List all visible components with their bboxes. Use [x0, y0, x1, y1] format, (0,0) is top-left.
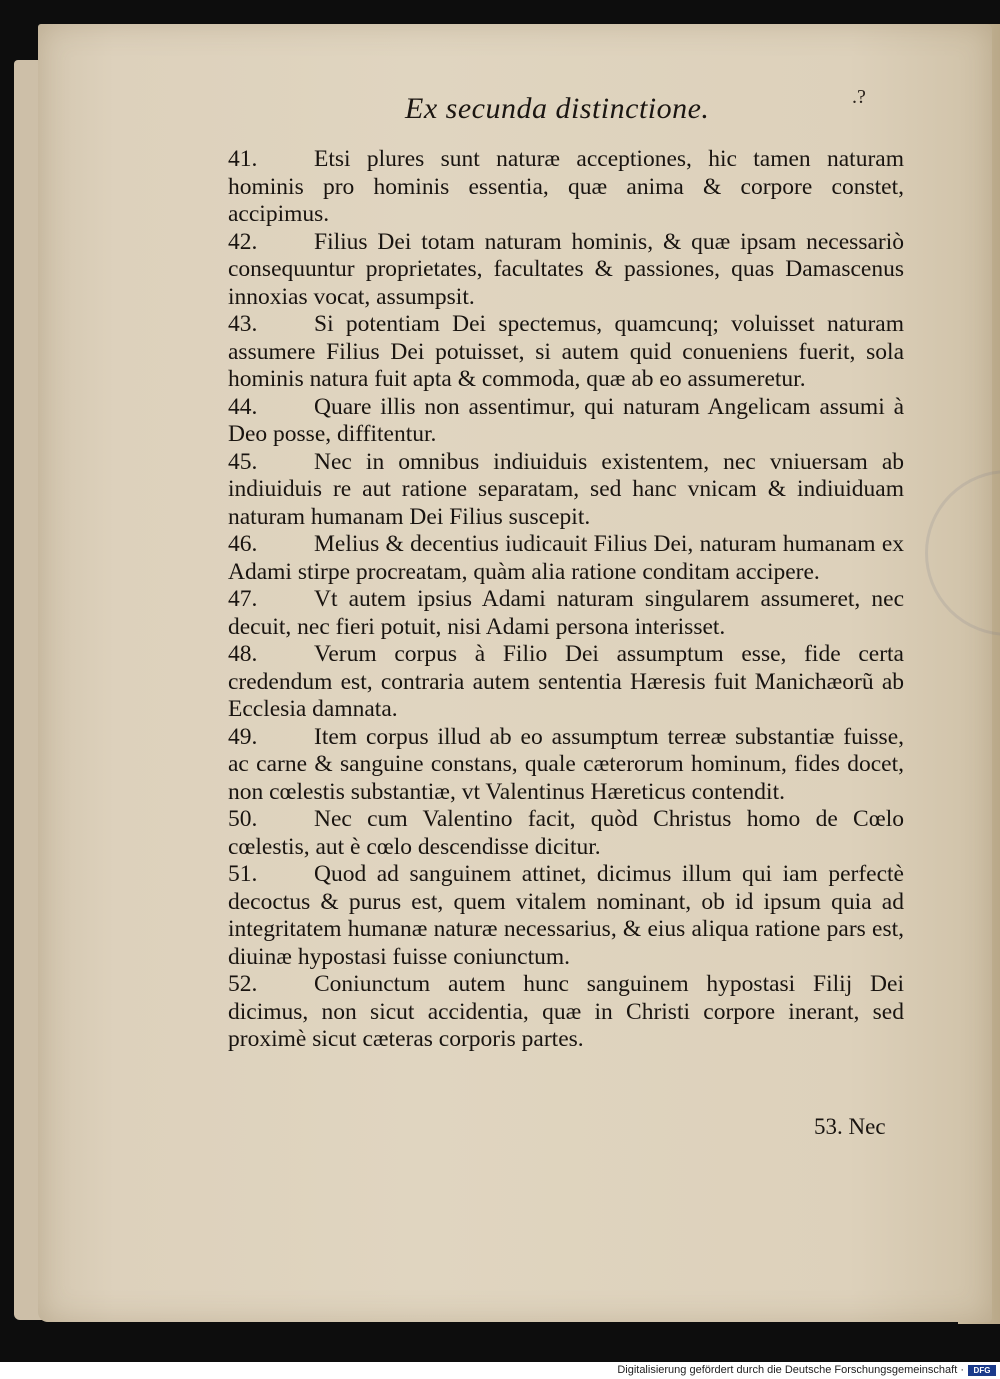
- paragraph-text: Vt autem ipsius Adami naturam singularem assumeret, nec decuit, nec fieri potuit, nisi Adami persona interisset.: [228, 586, 904, 640]
- paragraph-number: 46.: [228, 531, 258, 557]
- paragraph-text: Filius Dei totam naturam hominis, & quæ ipsam necessariò consequuntur proprietates, facultates & passiones, quas Damascenus innoxias vocat, assumpsit.: [228, 228, 904, 310]
- paragraph-number: 44.: [228, 393, 258, 420]
- paragraph-text: Nec cum Valentino facit, quòd Christus homo de Cœlo cœlestis, aut è cœlo descendisse dicitur.: [228, 806, 904, 860]
- paragraph-text: Nec in omnibus indiuiduis existentem, nec vniuersam ab indiuiduis re aut ratione separatam, sed hanc vnicam & indiuiduam naturam humanam Dei Filius suscepit.: [228, 448, 904, 530]
- paragraph-text: Verum corpus à Filio Dei assumptum esse, fide certa credendum est, contraria autem sententia Hæresis fuit Manichæorũ ab Ecclesia damnata.: [228, 641, 904, 722]
- paragraph-48: [228, 641, 904, 724]
- paragraph-text: Item corpus illud ab eo assumptum terreæ substantiæ fuisse, ac carne & sanguine constans, quale cæterorum hominum, fides docet, non cœlestis substantiæ, vt Valentinus Hæreticus contendit.: [228, 723, 904, 805]
- running-header: Ex secunda distinctione.: [405, 92, 710, 125]
- paragraph-text: Melius & decentius iudicauit Filius Dei, naturam humanam ex Adami stirpe procreatam, quàm alia ratione conditam accipere.: [228, 531, 904, 585]
- catchword: 53. Nec: [814, 1114, 886, 1139]
- paragraph-45: [228, 449, 904, 532]
- paragraph-50: [228, 806, 904, 861]
- paragraph-number: 50.: [228, 806, 258, 832]
- paragraph-number: 51.: [228, 861, 258, 887]
- paragraph-text: Etsi plures sunt naturæ acceptiones, hic tamen naturam hominis pro hominis essentia, quæ anima & corpore constet, accipimus.: [228, 146, 904, 227]
- paragraph-number: 43.: [228, 311, 258, 337]
- paragraph-49: [228, 724, 904, 807]
- paragraph-42: [228, 229, 904, 312]
- footer-bar: [0, 1362, 1000, 1379]
- paragraph-list: [228, 146, 904, 1054]
- paragraph-number: 41.: [228, 146, 258, 172]
- dfg-logo-icon[interactable]: DFG: [968, 1365, 996, 1376]
- paragraph-46: [228, 531, 904, 586]
- paragraph-text: Si potentiam Dei spectemus, quamcunq; voluisset naturam assumere Filius Dei potuisset, si autem quid conueniens fuerit, sola hominis natura fuit apta & commoda, quæ ab eo assumeretur.: [228, 311, 904, 392]
- paragraph-number: 48.: [228, 641, 258, 667]
- paragraph-44: [228, 394, 904, 449]
- paragraph-text: Quod ad sanguinem attinet, dicimus illum qui iam perfectè decoctus & purus est, quem vitalem nominant, ob id ipsum quia ad integritatem humanæ naturæ necessarius, & eius aliqua ratione pars est, diuinæ hypostasi fuisse coniunctum.: [228, 861, 904, 970]
- paragraph-number: 49.: [228, 723, 258, 750]
- paragraph-text: Quare illis non assentimur, qui naturam Angelicam assumi à Deo posse, diffitentur.: [228, 393, 904, 447]
- folio-mark: .?: [852, 86, 866, 108]
- paragraph-51: [228, 861, 904, 971]
- paragraph-number: 45.: [228, 448, 258, 475]
- paragraph-text: Coniunctum autem hunc sanguinem hypostasi Filij Dei dicimus, non sicut accidentia, quæ in Christi corpore inerant, sed proximè sicut cæteras corporis partes.: [228, 971, 904, 1052]
- funding-credit: Digitalisierung gefördert durch die Deutsche Forschungsgemeinschaft ·: [617, 1364, 964, 1376]
- paragraph-number: 52.: [228, 971, 258, 997]
- paragraph-number: 42.: [228, 228, 258, 255]
- paragraph-number: 47.: [228, 586, 258, 612]
- paragraph-47: [228, 586, 904, 641]
- paragraph-52: [228, 971, 904, 1054]
- paragraph-43: [228, 311, 904, 394]
- paragraph-41: [228, 146, 904, 229]
